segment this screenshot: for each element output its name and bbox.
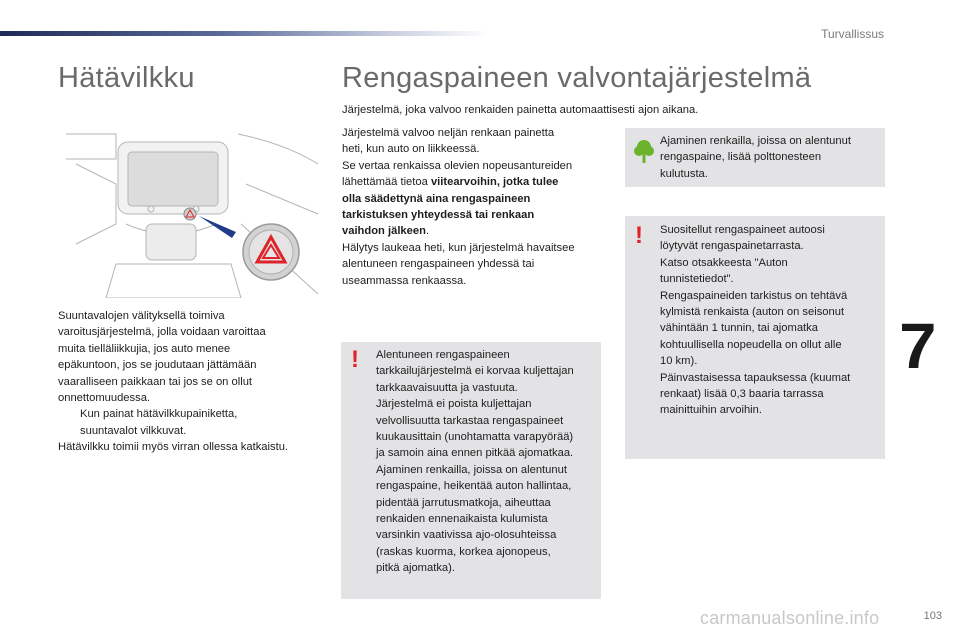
section-header: Turvallissus	[821, 27, 884, 41]
hazard-description-line: Suuntavalojen välityksellä toimiva	[58, 310, 225, 322]
warning-right-text	[660, 222, 882, 419]
warning-left-line: ja samoin aina ennen pitkää ajomatkaa.	[376, 447, 574, 460]
tpms-p2-line: lähettämää tietoa viitearvoihin, jotka tulee	[342, 176, 559, 189]
tpms-p2-bold-line: vaihdon jälkeen.	[342, 225, 430, 238]
eco-note-box	[625, 128, 885, 187]
tpms-p3-line: Hälytys laukeaa heti, kun järjestelmä havaitsee	[342, 241, 575, 254]
warning-right-line: renkaat) lisää 0,3 baaria tarrassa	[660, 388, 824, 401]
warning-right-line: tunnistetiedot".	[660, 273, 734, 286]
tpms-p3-line: useammassa renkaassa.	[342, 274, 467, 287]
tpms-p1-line: heti, kun auto on liikkeessä.	[342, 143, 480, 156]
warning-left-text	[376, 347, 598, 577]
warning-right-line: Päinvastaisessa tapauksessa (kuumat	[660, 371, 851, 384]
warning-left-line: kuukausittain (unohtamatta varapyörää)	[376, 431, 574, 444]
warning-right-line: Suositellut rengaspaineet autoosi	[660, 224, 825, 236]
warning-right-line: 10 km).	[660, 355, 698, 368]
page-number: 103	[923, 610, 942, 622]
eco-note-text	[660, 133, 882, 182]
warning-right-line: Katso otsakkeesta "Auton	[660, 256, 788, 269]
tpms-title: Rengaspaineen valvontajärjestelmä	[342, 62, 812, 94]
eco-note-line: Ajaminen renkailla, joissa on alentunut	[660, 135, 851, 147]
warning-left-line: tarkkaavaisuutta ja vastuuta.	[376, 381, 518, 394]
warning-left-line: pidentää jarrutusmatkoja, aiheuttaa	[376, 496, 551, 509]
dashboard-hazard-button-illustration	[56, 124, 320, 298]
watermark: carmanualsonline.info	[700, 608, 880, 628]
hazard-bullet-continuation: suuntavalot vilkkuvat.	[80, 424, 187, 437]
warning-left-line: (raskas kuorma, korkea ajonopeus,	[376, 545, 551, 558]
warning-right-line: mainittuihin arvoihin.	[660, 404, 762, 417]
warning-exclamation-icon: !	[635, 222, 643, 249]
hazard-description-line: epäkuntoon, jos se joudutaan jättämään	[58, 359, 257, 372]
tpms-p2-bold-line: tarkistuksen yhteydessä tai renkaan	[342, 209, 535, 222]
warning-right-line: löytyvät rengaspainetarrasta.	[660, 240, 804, 253]
tpms-p3-line: alentuneen rengaspaineen yhdessä tai	[342, 258, 535, 271]
warning-left-line: Alentuneen rengaspaineen	[376, 349, 510, 361]
eco-note-line: kulutusta.	[660, 167, 708, 180]
warning-right-line: kylmistä renkaista (auton on seisonut	[660, 306, 845, 319]
hazard-description-line: varoitusjärjestelmä, jolla voidaan varoittaa	[58, 326, 266, 339]
hazard-description-line: onnettomuudessa.	[58, 392, 151, 405]
leaf-tree-icon	[633, 138, 655, 164]
tpms-body	[342, 125, 607, 289]
warning-left-line: Ajaminen renkailla, joissa on alentunut	[376, 463, 567, 476]
tpms-p2-bold-line: olla säädettynä aina rengaspaineen	[342, 192, 531, 205]
warning-box-left	[341, 342, 601, 599]
warning-left-line: tarkkailujärjestelmä ei korvaa kuljettajan	[376, 365, 574, 378]
hazard-footer-line: Hätävilkku toimii myös virran ollessa katkaistu.	[58, 441, 289, 454]
warning-left-line: Järjestelmä ei poista kuljettajan	[376, 398, 532, 411]
hazard-bullet: Kun painat hätävilkkupainiketta,	[80, 408, 238, 421]
tpms-p2-line: Se vertaa renkaissa olevien nopeusantureiden	[342, 159, 573, 172]
warning-right-line: Rengaspaineiden tarkistus on tehtävä	[660, 289, 848, 302]
hazard-description-line: vaaralliseen paikkaan tai jos se on ollut	[58, 375, 253, 388]
warning-right-line: vähintään 1 tunnin, tai ajomatka	[660, 322, 818, 335]
header-color-bar	[0, 31, 490, 36]
chapter-number: 7	[899, 310, 937, 382]
hazard-title: Hätävilkku	[58, 62, 195, 94]
hazard-description	[58, 308, 320, 456]
tpms-p1-line: Järjestelmä valvoo neljän renkaan painetta	[342, 127, 555, 139]
warning-right-line: kohtuullisella nopeudella on ollut alle	[660, 338, 842, 351]
hazard-description-line: muita tielläliikkujia, jos auto menee	[58, 342, 231, 355]
eco-note-line: rengaspaine, lisää polttonesteen	[660, 151, 822, 164]
warning-left-line: pitkä ajomatka).	[376, 562, 455, 575]
warning-left-line: velvollisuutta tarkastaa rengaspaineet	[376, 414, 564, 427]
warning-left-line: renkaiden ennenaikaista kulumista	[376, 513, 548, 526]
warning-box-right	[625, 216, 885, 459]
warning-left-line: rengaspaine, heikentää auton hallintaa,	[376, 480, 572, 493]
tpms-intro: Järjestelmä, joka valvoo renkaiden painetta automaattisesti ajon aikana.	[342, 104, 699, 116]
warning-exclamation-icon: !	[351, 346, 359, 373]
warning-left-line: varsinkin vaativissa ajo-olosuhteissa	[376, 529, 557, 542]
